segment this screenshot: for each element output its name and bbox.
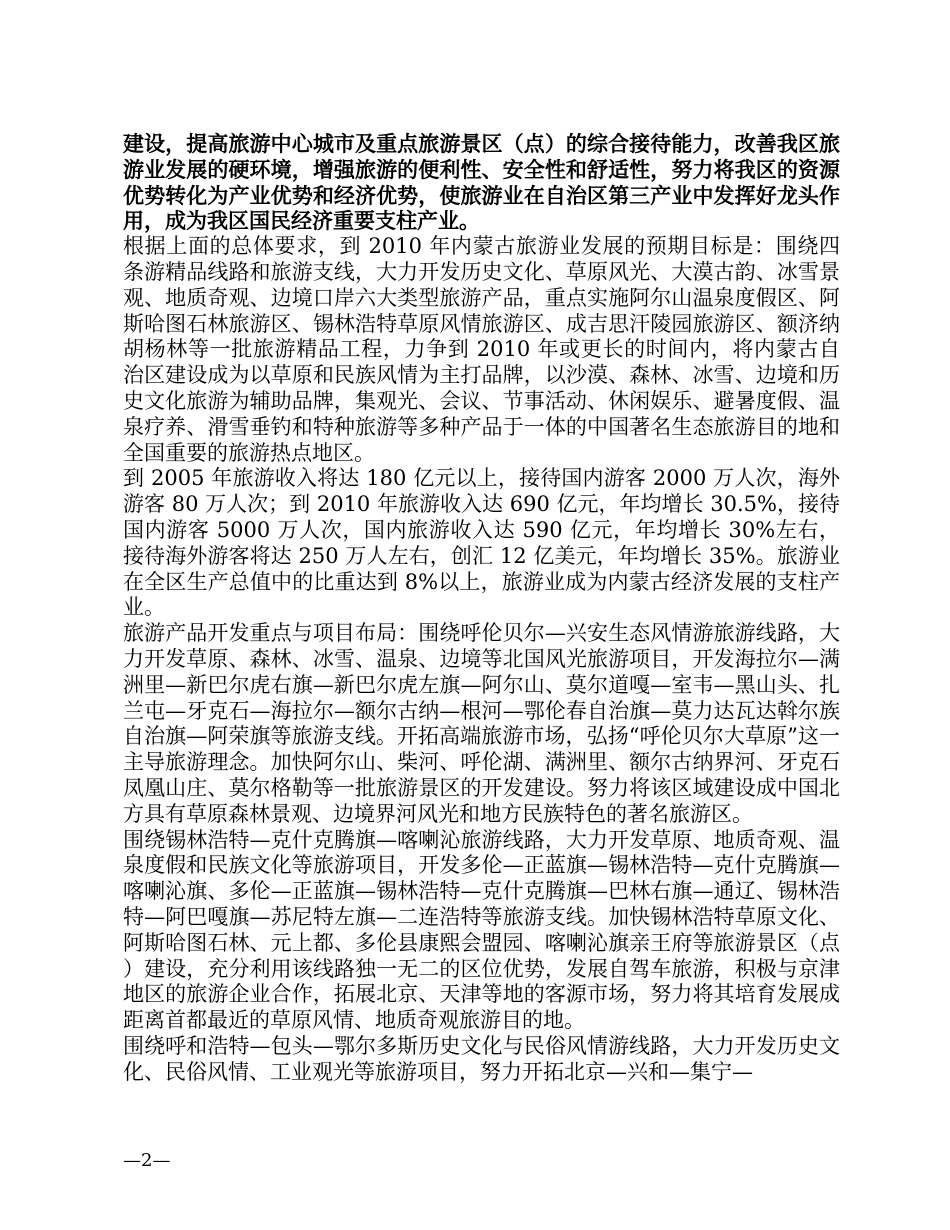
paragraph-development-goals: 根据上面的总体要求，到 2010 年内蒙古旅游业发展的预期目标是：围绕四条游精品线路和旅游支线，大力开发历史文化、草原风光、大漠古韵、冰雪景观、地质奇观、边境口岸六大类型旅游产品，重点实施阿尔山温泉度假区、阿斯哈图石林旅游区、锡林浩特草原风情旅游区、成吉思汗陵园旅游区、额济纳胡杨林等一批旅游精品工程，力争到 2010 年或更长的时间内，将内蒙古自治区建设成为以草原和民族风情为主打品牌，以沙漠、森林、冰雪、边境和历史文化旅游为辅助品牌，集观光、会议、节事活动、休闲娱乐、避暑度假、温泉疗养、滑雪垂钓和特种旅游等多种产品于一体的中国著名生态旅游目的地和全国重要的旅游热点地区。 bbox=[123, 234, 840, 465]
paragraph-hohhot-route: 围绕呼和浩特—包头—鄂尔多斯历史文化与民俗风情游线路，大力开发历史文化、民俗风情、工业观光等旅游项目，努力开拓北京—兴和—集宁— bbox=[123, 1033, 840, 1084]
paragraph-revenue-targets: 到 2005 年旅游收入将达 180 亿元以上，接待国内游客 2000 万人次，海外游客 80 万人次；到 2010 年旅游收入达 690 亿元，年均增长 30.5%，接待国内游客 5000 万人次，国内旅游收入达 590 亿元，年均增长 30%左右，接待海外游客将达 250 万人左右，创汇 12 亿美元，年均增长 35%。旅游业在全区生产总值中的比重达到 8%以上，旅游业成为内蒙古经济发展的支柱产业。 bbox=[123, 466, 840, 620]
document-body bbox=[123, 131, 840, 1085]
paragraph-xilinhot-route: 围绕锡林浩特—克什克腾旗—喀喇沁旅游线路，大力开发草原、地质奇观、温泉度假和民族文化等旅游项目，开发多伦—正蓝旗—锡林浩特—克什克腾旗—喀喇沁旗、多伦—正蓝旗—锡林浩特—克什克腾旗—巴林右旗—通辽、锡林浩特—阿巴嘎旗—苏尼特左旗—二连浩特等旅游支线。加快锡林浩特草原文化、阿斯哈图石林、元上都、多伦县康熙会盟园、喀喇沁旗亲王府等旅游景区（点）建设，充分利用该线路独一无二的区位优势，发展自驾车旅游，积极与京津地区的旅游企业合作，拓展北京、天津等地的客源市场，努力将其培育发展成距离首都最近的草原风情、地质奇观旅游目的地。 bbox=[123, 827, 840, 1033]
paragraph-hulunbuir-route: 旅游产品开发重点与项目布局：围绕呼伦贝尔—兴安生态风情游旅游线路，大力开发草原、森林、冰雪、温泉、边境等北国风光旅游项目，开发海拉尔—满洲里—新巴尔虎右旗—新巴尔虎左旗—阿尔山、莫尔道嘎—室韦—黑山头、扎兰屯—牙克石—海拉尔—额尔古纳—根河—鄂伦春自治旗—莫力达瓦达斡尔族自治旗—阿荣旗等旅游支线。开拓高端旅游市场，弘扬“呼伦贝尔大草原”这一主导旅游理念。加快阿尔山、柴河、呼伦湖、满洲里、额尔古纳界河、牙克石凤凰山庄、莫尔格勒等一批旅游景区的开发建设。努力将该区域建设成中国北方具有草原森林景观、边境界河风光和地方民族特色的著名旅游区。 bbox=[123, 621, 840, 826]
paragraph-intro-bold: 建设，提高旅游中心城市及重点旅游景区（点）的综合接待能力，改善我区旅游业发展的硬环境，增强旅游的便利性、安全性和舒适性，努力将我区的资源优势转化为产业优势和经济优势，使旅游业在自治区第三产业中发挥好龙头作用，成为我区国民经济重要支柱产业。 bbox=[123, 131, 840, 234]
page-number: —2— bbox=[123, 1150, 171, 1171]
